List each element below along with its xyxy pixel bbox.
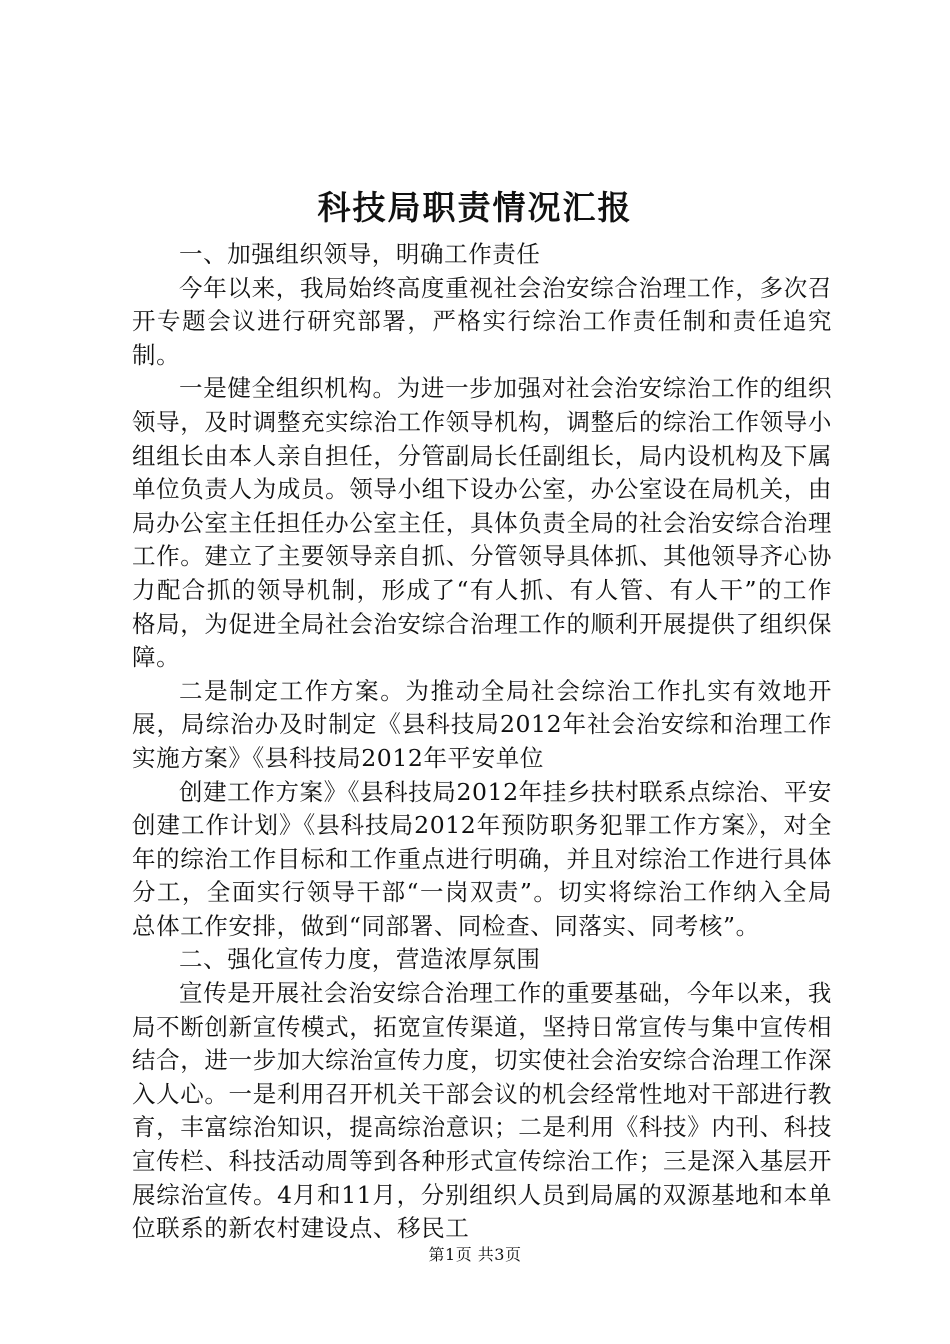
document-title: 科技局职责情况汇报 <box>317 188 633 227</box>
page-footer: 第1页 共3页 <box>428 1245 522 1264</box>
paragraph: 一是健全组织机构。为进一步加强对社会治安综治工作的组织领导，及时调整充实综治工作领导机构，调整后的综治工作领导小组组长由本人亲自担任，分管副局长任副组长，局内设机构及下属单位负责人为成员。领导小组下设办公室，办公室设在局机关，由局办公室主任担任办公室主任，具体负责全局的社会治安综合治理工作。建立了主要领导亲自抓、分管领导具体抓、其他领导齐心协力配合抓的领导机制，形成了“有人抓、有人管、有人干”的工作格局，为促进全局社会治安综合治理工作的顺利开展提供了组织保障。 <box>132 374 832 672</box>
paragraph: 创建工作方案》《县科技局2012年挂乡扶村联系点综治、平安创建工作计划》《县科技局2012年预防职务犯罪工作方案》，对全年的综治工作目标和工作重点进行明确，并且对综治工作进行具体分工，全面实行领导干部“一岗双责”。切实将综治工作纳入全局总体工作安排，做到“同部署、同检查、同落实、同考核”。 <box>132 777 832 940</box>
paragraph: 今年以来，我局始终高度重视社会治安综合治理工作，多次召开专题会议进行研究部署，严格实行综治工作责任制和责任追究制。 <box>132 273 832 369</box>
paragraph: 宣传是开展社会治安综合治理工作的重要基础，今年以来，我局不断创新宣传模式，拓宽宣传渠道，坚持日常宣传与集中宣传相结合，进一步加大综治宣传力度，切实使社会治安综合治理工作深入人心。一是利用召开机关干部会议的机会经常性地对干部进行教育，丰富综治知识，提高综治意识；二是利用《科技》内刊、科技宣传栏、科技活动周等到各种形式宣传综治工作；三是深入基层开展综治宣传。4月和11月，分别组织人员到局属的双源基地和本单位联系的新农村建设点、移民工 <box>132 979 832 1243</box>
section-heading: 一、加强组织领导，明确工作责任 <box>179 240 541 268</box>
document-body <box>132 238 832 1246</box>
paragraph: 二是制定工作方案。为推动全局社会综治工作扎实有效地开展，局综治办及时制定《县科技局2012年社会治安综和治理工作实施方案》《县科技局2012年平安单位 <box>132 676 832 772</box>
section-heading: 二、强化宣传力度，营造浓厚氛围 <box>179 945 541 974</box>
